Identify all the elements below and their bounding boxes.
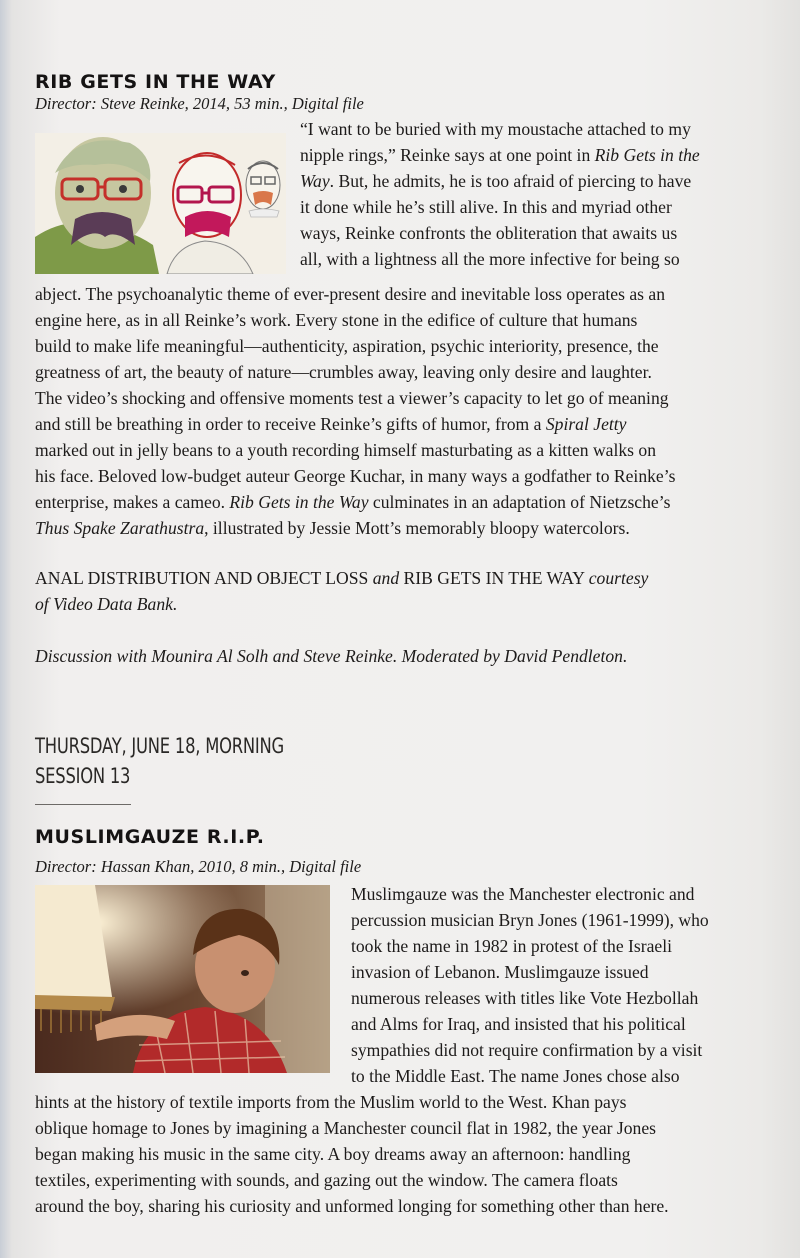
- film-credit: Director: Steve Reinke, 2014, 53 min., Digital file: [35, 94, 364, 113]
- text-line: hints at the history of textile imports from the Muslim world to the West. Khan pays: [35, 1092, 627, 1112]
- text-line: of Video Data Bank.: [35, 594, 178, 614]
- text-line: ANAL DISTRIBUTION AND OBJECT LOSS and RIB GETS IN THE WAY courtesy: [35, 568, 649, 588]
- text-line: to the Middle East. The name Jones chose also: [351, 1066, 680, 1086]
- discussion-note: Discussion with Mounira Al Solh and Steve Reinke. Moderated by David Pendleton.: [35, 646, 628, 666]
- text-line: ways, Reinke confronts the obliteration that awaits us: [300, 223, 678, 243]
- film-still-watercolor: [35, 133, 286, 274]
- film-still-boy-lamp: [35, 885, 330, 1073]
- text-line: began making his music in the same city. A boy dreams away an afternoon: handling: [35, 1144, 631, 1164]
- text-line: build to make life meaningful—authenticity, aspiration, psychic interiority, presence, the: [35, 336, 659, 356]
- text-line: enterprise, makes a cameo. Rib Gets in the Way culminates in an adaptation of Nietzsche’s: [35, 492, 671, 512]
- text-line: took the name in 1982 in protest of the Israeli: [351, 936, 673, 956]
- text-line: The video’s shocking and offensive moments test a viewer’s capacity to let go of meaning: [35, 388, 669, 408]
- text-line: Way. But, he admits, he is too afraid of piercing to have: [300, 171, 692, 191]
- text-line: engine here, as in all Reinke’s work. Every stone in the edifice of culture that humans: [35, 310, 638, 330]
- text-line: Muslimgauze was the Manchester electronic and: [351, 884, 695, 904]
- text-line: greatness of art, the beauty of nature—crumbles away, leaving only desire and laughter.: [35, 362, 652, 382]
- text-line: oblique homage to Jones by imagining a Manchester council flat in 1982, the year Jones: [35, 1118, 657, 1138]
- text-line: textiles, experimenting with sounds, and gazing out the window. The camera floats: [35, 1170, 618, 1190]
- text-line: and still be breathing in order to receive Reinke’s gifts of humor, from a Spiral Jetty: [35, 414, 627, 434]
- text-line: invasion of Lebanon. Muslimgauze issued: [351, 962, 649, 982]
- text-line: marked out in jelly beans to a youth recording himself masturbating as a kitten walks on: [35, 440, 657, 460]
- film-title: RIB GETS IN THE WAY: [35, 71, 276, 93]
- session-label: SESSION 13: [35, 764, 131, 788]
- film-credit: Director: Hassan Khan, 2010, 8 min., Digital file: [35, 857, 362, 876]
- text-line: “I want to be buried with my moustache attached to my: [300, 119, 691, 139]
- section-divider: [35, 804, 131, 805]
- text-line: nipple rings,” Reinke says at one point in Rib Gets in the: [300, 145, 700, 165]
- text-line: Thus Spake Zarathustra, illustrated by Jessie Mott’s memorably bloopy watercolors.: [35, 518, 630, 538]
- session-date: THURSDAY, JUNE 18, MORNING: [35, 734, 285, 758]
- text-line: it done while he’s still alive. In this and myriad other: [300, 197, 672, 217]
- watercolor-illustration: [35, 133, 286, 274]
- text-line: numerous releases with titles like Vote Hezbollah: [351, 988, 699, 1008]
- film-still-photo: [35, 885, 330, 1073]
- text-line: and Alms for Iraq, and insisted that his political: [351, 1014, 686, 1034]
- text-line: all, with a lightness all the more infective for being so: [300, 249, 680, 269]
- text-line: his face. Beloved low-budget auteur George Kuchar, in many ways a godfather to Reinke’s: [35, 466, 676, 486]
- text-line: sympathies did not require confirmation by a visit: [351, 1040, 703, 1060]
- film-title: MUSLIMGAUZE R.I.P.: [35, 826, 265, 848]
- text-line: abject. The psychoanalytic theme of ever-present desire and inevitable loss operates as an: [35, 284, 666, 304]
- text-line: percussion musician Bryn Jones (1961-1999), who: [351, 910, 709, 930]
- text-line: around the boy, sharing his curiosity and unformed longing for something other than here.: [35, 1196, 669, 1216]
